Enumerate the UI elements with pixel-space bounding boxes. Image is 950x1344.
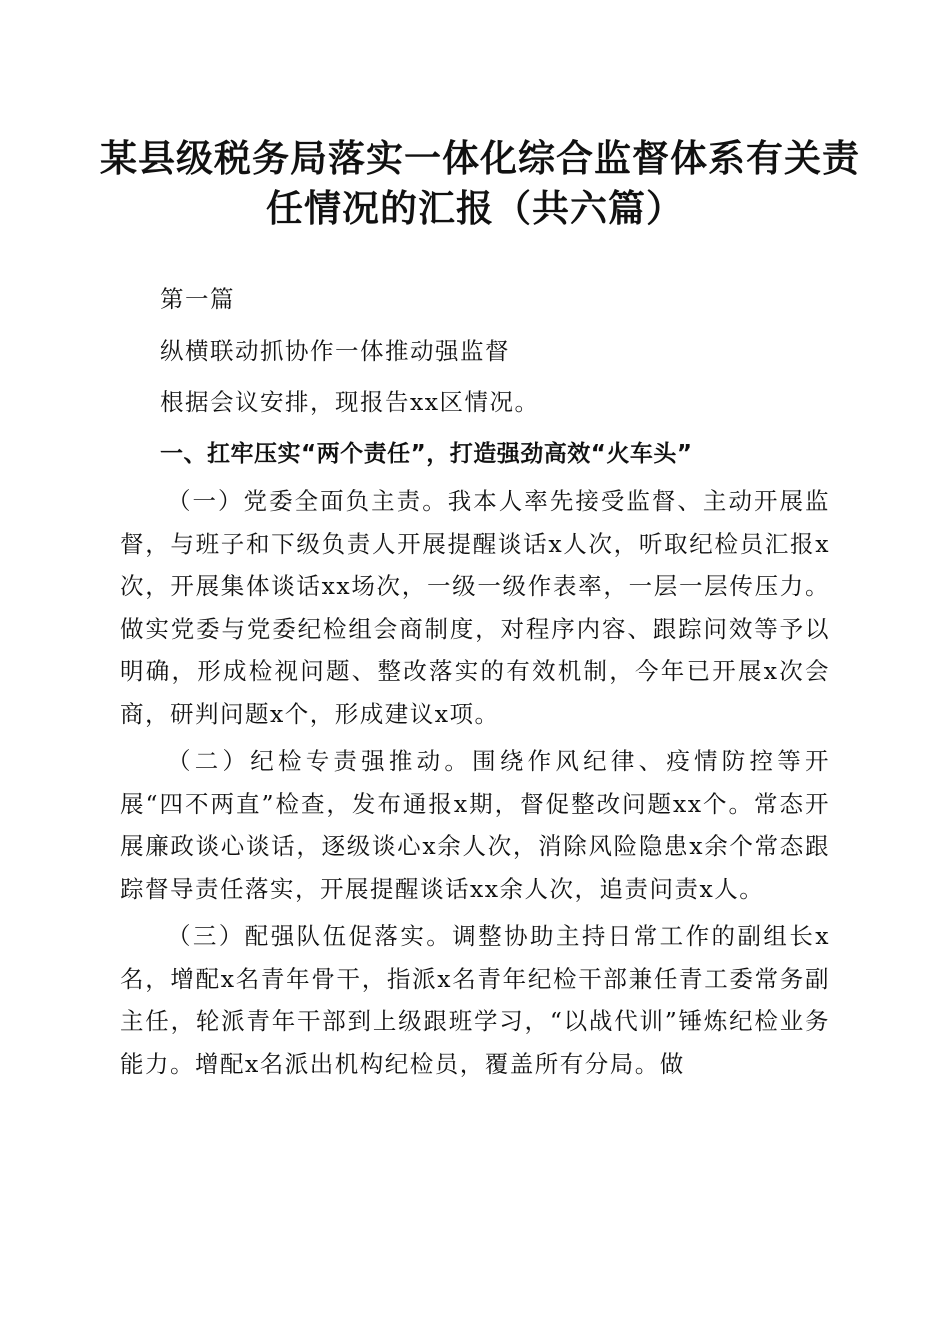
paragraph-2 xyxy=(120,740,830,910)
section-subtitle: 纵横联动抓协作一体推动强监督 xyxy=(160,336,510,365)
section-label: 第一篇 xyxy=(160,285,235,313)
title-line-2: 任情况的汇报（共六篇） xyxy=(266,186,684,230)
paragraph-1 xyxy=(120,480,830,735)
paragraph-3-text: 调整协助主持日常工作的副组长x名，增配x名青年骨干，指派x名青年纪检干部兼任青工委常务副主任，轮派青年干部到上级跟班学习，“以战代训”锤炼纪检业务能力。增配x名派出机构纪检员，覆盖所有分局。做 xyxy=(120,922,830,1078)
document-title xyxy=(100,133,860,233)
paragraph-3 xyxy=(120,915,830,1085)
paragraph-2-lead: （二）纪检专责强推动。 xyxy=(167,747,473,775)
document-body xyxy=(120,278,830,1085)
paragraph-2-text: 围绕作风纪律、疫情防控等开展“四不两直”检查，发布通报x期，督促整改问题xx个。常态开展廉政谈心谈话，逐级谈心x余人次，消除风险隐患x余个常态跟踪督导责任落实，开展提醒谈话xx余人次，追责问责x人。 xyxy=(120,747,831,903)
paragraph-1-lead: （一）党委全面负主责。 xyxy=(167,487,448,515)
intro-sentence: 根据会议安排，现报告xx区情况。 xyxy=(160,388,540,416)
paragraph-1-text: 我本人率先接受监督、主动开展监督，与班子和下级负责人开展提醒谈话x人次，听取纪检员汇报x次，开展集体谈话xx场次，一级一级作表率，一层一层传压力。做实党委与党委纪检组会商制度，对程序内容、跟踪问效等予以明确，形成检视问题、整改落实的有效机制，今年已开展x次会商，研判问题x个，形成建议x项。 xyxy=(120,487,831,728)
title-line-1: 某县级税务局落实一体化综合监督体系有关责 xyxy=(100,136,860,180)
paragraph-3-lead: （三）配强队伍促落实。 xyxy=(167,922,453,950)
heading-level-1: 一、扛牢压实“两个责任”，打造强劲高效“火车头” xyxy=(160,440,693,467)
